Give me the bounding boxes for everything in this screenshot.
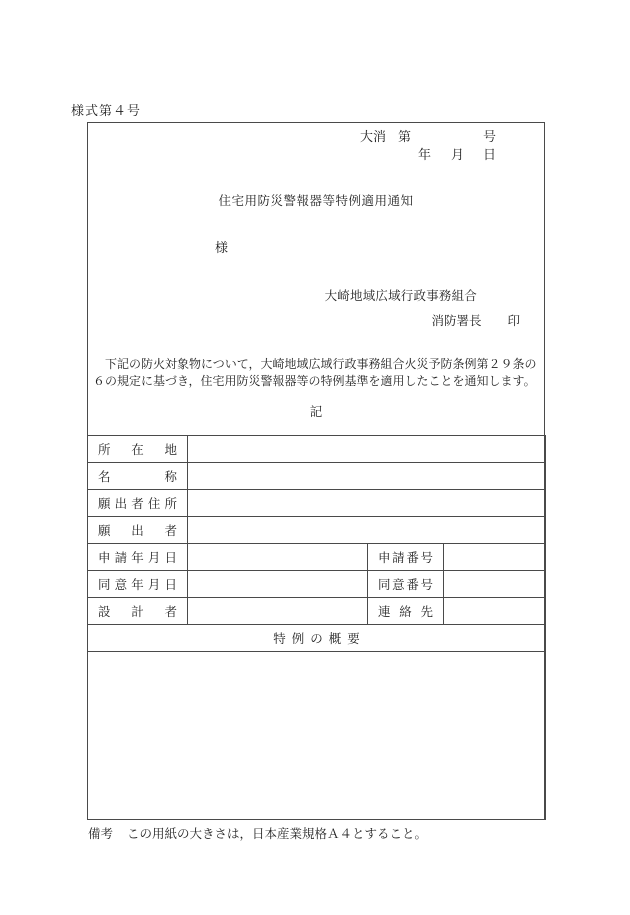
organization-name: 大崎地域広域行政事務組合	[324, 289, 477, 303]
table-row-application-date	[88, 544, 546, 571]
seal-placeholder: 印	[507, 314, 520, 328]
designer-value-cell	[188, 598, 368, 625]
table-row-name	[88, 463, 546, 490]
applicant-label-cell: 願出者	[88, 517, 188, 544]
notification-paragraph	[93, 356, 539, 390]
form-border-box	[87, 122, 545, 820]
consent-number-value-cell	[444, 571, 546, 598]
designer-label-cell: 設計者	[88, 598, 188, 625]
applicant-address-value-cell	[188, 490, 546, 517]
remarks-label: 備考	[88, 827, 114, 841]
document-title: 住宅用防災警報器等特例適用通知	[218, 194, 414, 208]
summary-body-cell	[88, 652, 546, 820]
applicant-value-cell	[188, 517, 546, 544]
signer-line	[431, 311, 520, 329]
doc-number-no-label: 第	[397, 129, 411, 144]
table-row-summary-header	[88, 625, 546, 652]
document-number-line	[360, 126, 496, 145]
form-number-label: 様式第４号	[71, 103, 142, 118]
date-year-label: 年	[417, 147, 431, 162]
summary-header-cell: 特例の概要	[88, 625, 546, 652]
doc-number-suffix: 号	[482, 129, 496, 144]
name-label-cell: 名称	[88, 463, 188, 490]
name-value-cell	[188, 463, 546, 490]
signer-title: 消防署長	[431, 314, 482, 328]
table-row-consent-date	[88, 571, 546, 598]
table-row-summary-body	[88, 652, 546, 820]
remarks-note	[88, 824, 427, 842]
paragraph-line-2: ６の規定に基づき，住宅用防災警報器等の特例基準を適用したことを通知します。	[93, 374, 536, 388]
date-month-label: 月	[450, 147, 464, 162]
consent-date-label-cell: 同意年月日	[88, 571, 188, 598]
table-row-designer	[88, 598, 546, 625]
addressee-suffix: 様	[215, 240, 229, 255]
consent-date-value-cell	[188, 571, 368, 598]
location-value-cell	[188, 436, 546, 463]
record-marker: 記	[309, 405, 323, 419]
contact-value-cell	[444, 598, 546, 625]
location-label-cell: 所在地	[88, 436, 188, 463]
applicant-address-label-cell: 願出者住所	[88, 490, 188, 517]
table-row-location	[88, 436, 546, 463]
application-date-value-cell	[188, 544, 368, 571]
table-row-applicant-address	[88, 490, 546, 517]
paragraph-line-1: 下記の防火対象物について，大崎地域広域行政事務組合火災予防条例第２９条の	[105, 357, 537, 371]
consent-number-label-cell: 同意番号	[368, 571, 444, 598]
application-number-label-cell: 申請番号	[368, 544, 444, 571]
remarks-text: この用紙の大きさは，日本産業規格Ａ４とすること。	[127, 827, 428, 841]
doc-number-prefix: 大消	[359, 129, 386, 144]
contact-label-cell: 連絡先	[368, 598, 444, 625]
date-day-label: 日	[482, 147, 496, 162]
application-date-label-cell: 申請年月日	[88, 544, 188, 571]
form-table	[87, 435, 546, 820]
table-row-applicant	[88, 517, 546, 544]
application-number-value-cell	[444, 544, 546, 571]
date-line	[418, 144, 496, 163]
